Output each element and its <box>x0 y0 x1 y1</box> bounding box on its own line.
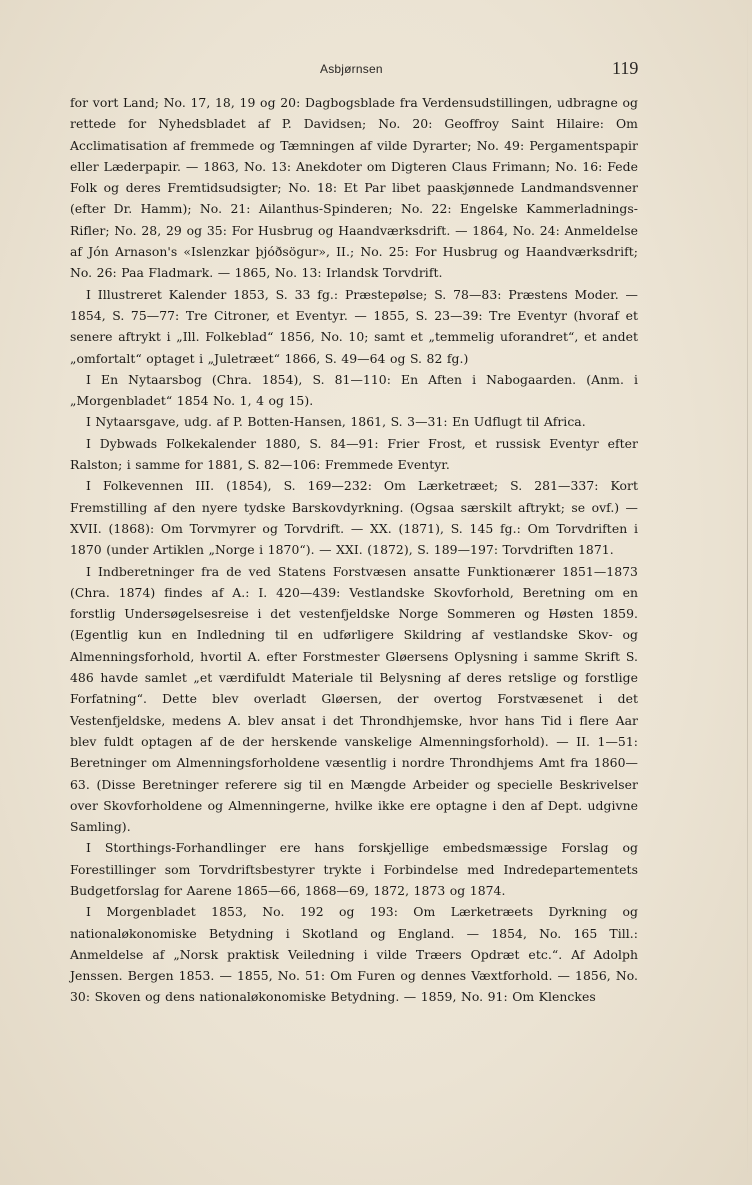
page-header <box>0 58 752 82</box>
page-number: 119 <box>612 58 639 78</box>
paragraph-indberetninger: I Indberetninger fra de ved Statens Forstvæsen ansatte Funktionærer 1851—1873 (Chra. 1874) findes af A.: I. 420—439: Vestlandske Skovforhold, Beretning om en forstlig Undersøgelsesreise i det vestenfjeldske Norge Sommeren og Høsten 1859. (Egentlig kun en Indledning til en udførligere Skildring af vestlandske Skov- og Almenningsforhold, hvortil A. efter Forstmester Gløersens Oplysning i samme Skrift S. 486 havde samlet „et værdifuldt Materiale til Belysning af deres retslige og forstlige Forfatning“. Dette blev overladt Gløersen, der overtog Forstvæsenet i det Vestenfjeldske, medens A. blev ansat i det Throndhjemske, hvor hans Tid i flere Aar blev fuldt optagen af de der herskende vanskelige Almenningsforhold). — II. 1—51: Beretninger om Almenningsforholdene væsentlig i nordre Throndhjems Amt fra 1860—63. (Disse Beretninger referere sig til en Mængde Arbeider og specielle Beskrivelser over Skovforholdene og Almenningerne, hvilke ikke ere optagne i den af Dept. udgivne Samling). <box>70 563 638 835</box>
paragraph-nyhedsbladet: for vort Land; No. 17, 18, 19 og 20: Dagbogsblade fra Verdensudstillingen, udbragne og rettede for Nyhedsbladet af P. Davidsen; No. 20: Geoffroy Saint Hilaire: Om Acclimatisation af fremmede og Tæmningen af vilde Dyrarter; No. 49: Pergamentspapir eller Læderpapir. — 1863, No. 13: Anekdoter om Digteren Claus Frimann; No. 16: Fede Folk og deres Fremtidsudsigter; No. 18: Et Par libet paaskjønnede Landmandsvenner (efter Dr. Hamm); No. 21: Ailanthus-Spinderen; No. 22: Engelske Kammerladnings-Rifler; No. 28, 29 og 35: For Husbrug og Haandværksdrift. — 1864, No. 24: Anmeldelse af Jón Arnason's «Islenzkar þjóðsögur», II.; No. 25: For Husbrug og Haandværksdrift; No. 26: Paa Fladmark. — 1865, No. 13: Irlandsk Torvdrift. <box>70 95 638 281</box>
paragraph-morgenbladet: I Morgenbladet 1853, No. 192 og 193: Om Lærketræets Dyrkning og nationaløkonomiske Betydning i Skotland og England. — 1854, No. 165 Till.: Anmeldelse af „Norsk praktisk Veiledning i vilde Træers Opdræt etc.“. Af Adolph Jenssen. Bergen 1853. — 1855, No. 51: Om Furen og dennes Væxtforhold. — 1856, No. 30: Skoven og dens nationaløkonomiske Betydning. — 1859, No. 91: Om Klenckes <box>70 904 638 1005</box>
page-edge <box>747 0 748 1185</box>
paragraph-nytaarsbog: I En Nytaarsbog (Chra. 1854), S. 81—110: En Aften i Nabogaarden. (Anm. i „Morgenbladet“ 1854 No. 1, 4 og 15). <box>70 371 638 409</box>
paragraph-nytaarsgave: I Nytaarsgave, udg. af P. Botten-Hansen, 1861, S. 3—31: En Udflugt til Africa. <box>86 414 586 430</box>
paragraph-storthings-forhandlinger: I Storthings-Forhandlinger ere hans forskjellige embedsmæssige Forslag og Forestillinger som Torvdriftsbestyrer trykte i Forbindelse med Indredepartementets Budgetforslag for Aarene 1865—66, 1868—69, 1872, 1873 og 1874. <box>70 840 638 898</box>
paragraph-folkevennen: I Folkevennen III. (1854), S. 169—232: Om Lærketræet; S. 281—337: Kort Fremstilling af den nyere tydske Barskovdyrkning. (Ogsaa særskilt aftrykt; se ovf.) — XVII. (1868): Om Torvmyrer og Torvdrift. — XX. (1871), S. 145 fg.: Om Torvdriften i 1870 (under Artiklen „Norge i 1870“). — XXI. (1872), S. 189—197: Torvdriften 1871. <box>70 478 638 558</box>
page-body <box>70 92 638 1008</box>
paragraph-dybwads-folkekalender: I Dybwads Folkekalender 1880, S. 84—91: Frier Frost, et russisk Eventyr efter Ralston; i samme for 1881, S. 82—106: Fremmede Eventyr. <box>70 435 638 473</box>
running-head: Asbjørnsen <box>320 62 383 76</box>
paragraph-illustreret-kalender: I Illustreret Kalender 1853, S. 33 fg.: Præstepølse; S. 78—83: Præstens Moder. — 1854, S. 75—77: Tre Citroner, et Eventyr. — 1855, S. 23—39: Tre Eventyr (hvoraf et senere aftrykt i „Ill. Folkeblad“ 1856, No. 10; samt et „temmelig uforandret“, et andet „omfortalt“ optaget i „Juletræet“ 1866, S. 49—64 og S. 82 fg.) <box>70 286 638 366</box>
